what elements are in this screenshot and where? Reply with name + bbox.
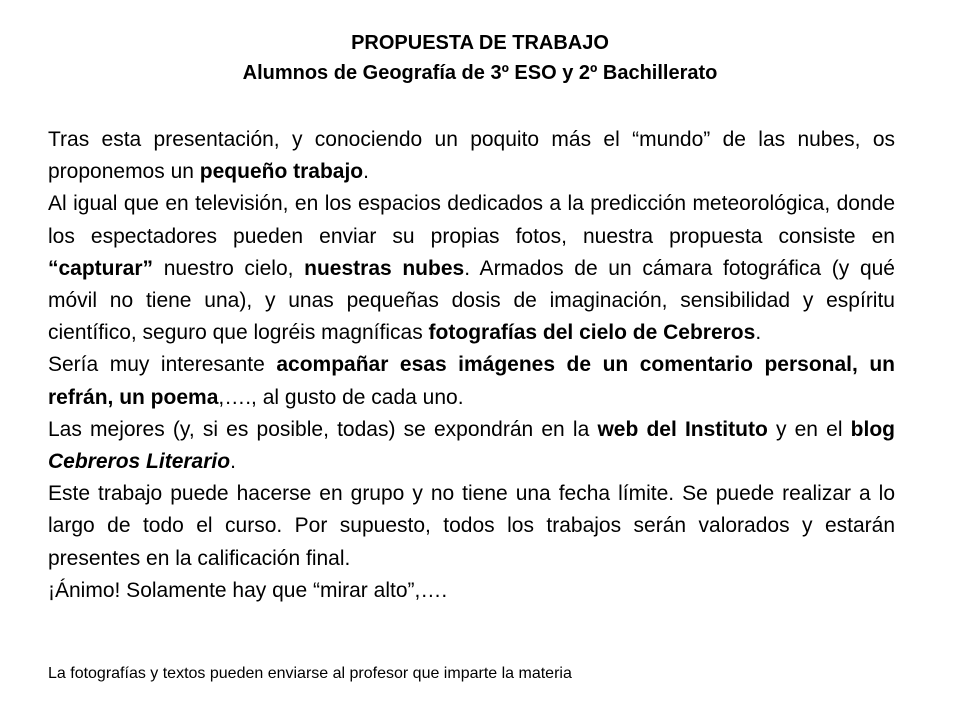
bold-run: blog <box>850 417 895 441</box>
page-subtitle: Alumnos de Geografía de 3º ESO y 2º Bachillerato <box>242 62 718 84</box>
text-run: Este trabajo puede hacerse en grupo y no tiene una fecha límite. Se puede realizar a lo largo de todo el curso. Por supuesto, todos los trabajos serán valorados y estarán presentes en la calificación final. <box>48 482 895 570</box>
bold-run: pequeño trabajo <box>199 160 364 184</box>
text-run: Las mejores (y, si es posible, todas) se expondrán en la <box>48 417 598 441</box>
text-run: Al igual que en televisión, en los espacios dedicados a la predicción meteorológica, donde los espectadores pueden enviar su propias fotos, nuestra propuesta consiste en <box>48 192 895 248</box>
text-run: ,…., al gusto de cada uno. <box>218 385 464 409</box>
bold-run: web del Instituto <box>597 417 768 441</box>
text-run: y en el <box>767 417 851 441</box>
bold-run: acompañar esas imágenes de un comentario personal, un refrán, un poema <box>48 353 895 409</box>
paragraph-comment <box>48 349 895 413</box>
text-run: nuestro cielo, <box>153 256 305 280</box>
paragraph-proposal <box>48 188 895 349</box>
text-run: ¡Ánimo! Solamente hay que “mirar alto”,…. <box>48 578 448 602</box>
blog-name: Cebreros Literario <box>48 450 231 474</box>
bold-run: fotografías del cielo de Cebreros <box>428 321 756 345</box>
paragraph-exhibition <box>48 414 895 478</box>
text-run: . <box>230 450 236 474</box>
paragraph-encouragement <box>48 575 895 607</box>
text-run: Sería muy interesante <box>48 353 277 377</box>
text-run: . <box>755 321 762 345</box>
page-title: PROPUESTA DE TRABAJO <box>351 32 609 54</box>
footer-note: La fotografías y textos pueden enviarse al profesor que imparte la materia <box>48 665 572 682</box>
body-text <box>48 124 895 607</box>
text-run: . Armados de un cámara fotográfica (y qué móvil no tiene una), y unas pequeñas dosis de imaginación, sensibilidad y espíritu científico, seguro que logréis magníficas <box>48 256 895 345</box>
bold-run: “capturar” <box>48 256 154 280</box>
text-run: Tras esta presentación, y conociendo un poquito más el “mundo” de las nubes, os proponemos un <box>48 128 895 184</box>
bold-italic-run <box>48 450 230 473</box>
bold-run: nuestras nubes <box>304 256 465 280</box>
text-run: . <box>363 160 369 184</box>
header <box>0 28 960 88</box>
paragraph-intro <box>48 124 895 188</box>
paragraph-groups <box>48 478 895 575</box>
